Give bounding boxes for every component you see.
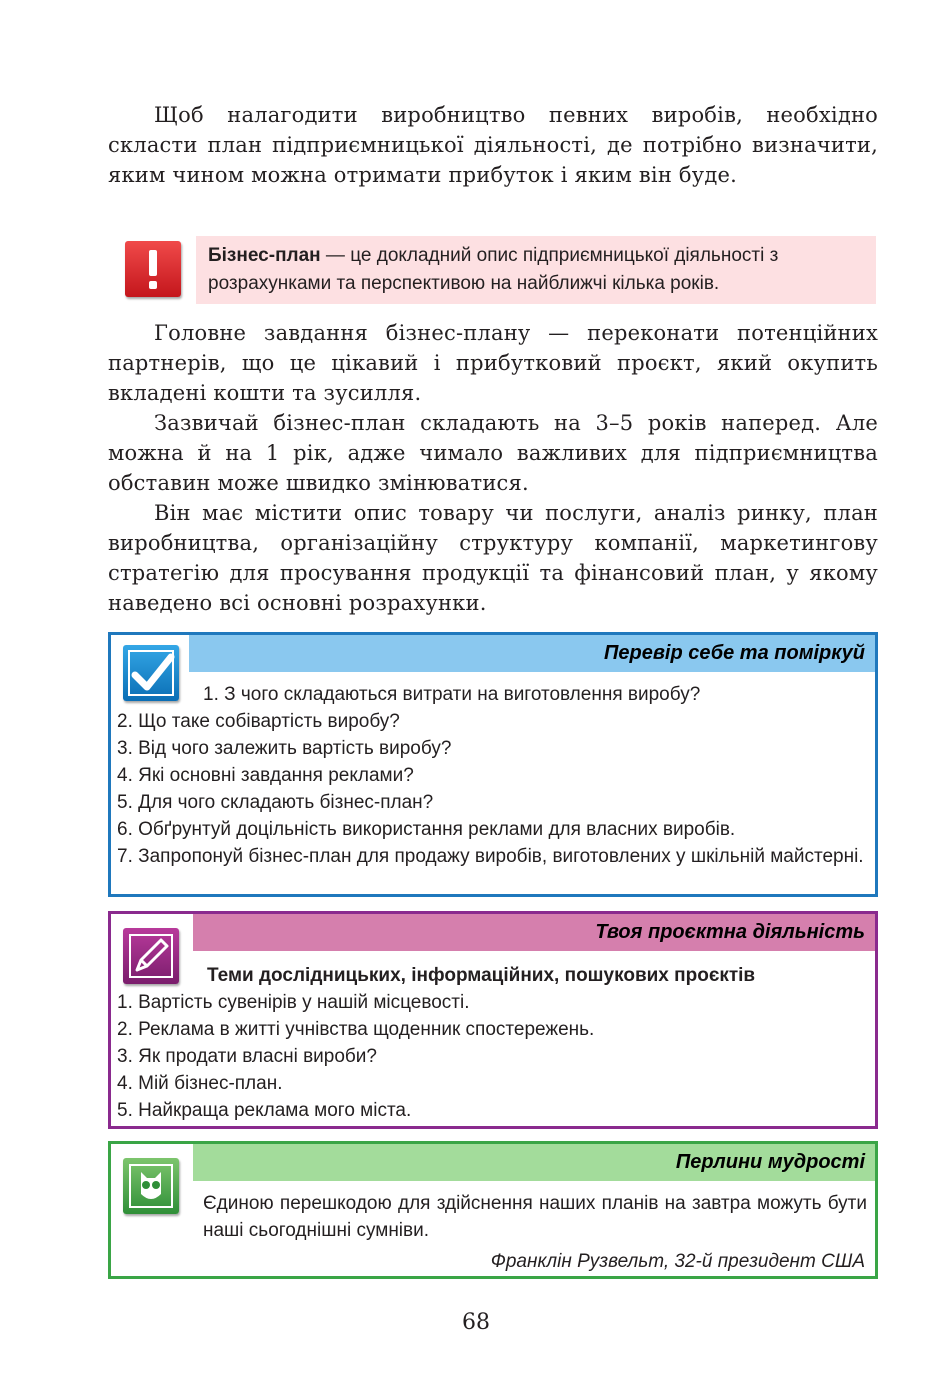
- list-item: 3. Від чого залежить вартість виробу?: [117, 738, 452, 759]
- list-item: 5. Для чого складають бізнес-план?: [117, 792, 434, 813]
- list-item: 4. Які основні завдання реклами?: [117, 765, 414, 786]
- list-item: 4. Мій бізнес-план.: [117, 1073, 283, 1094]
- project-topics-list: [117, 989, 869, 1124]
- pencil-icon: [123, 928, 179, 984]
- wisdom-title: Перлини мудрості: [193, 1144, 875, 1181]
- page-number: 68: [462, 1310, 490, 1335]
- definition-term: Бізнес-план: [208, 245, 321, 266]
- list-item: 3. Як продати власні вироби?: [117, 1046, 377, 1067]
- paragraph-intro: Щоб налагодити виробництво певних виробів, необхідно скласти план підприємницької діяльності, де потрібно визначити, яким чином можна отримати прибуток і яким він буде.: [108, 103, 878, 187]
- owl-icon: [123, 1158, 179, 1214]
- paragraph-duration: Зазвичай бізнес-план складають на 3–5 років наперед. Але можна й на 1 рік, адже чимало важливих для підприємництва обставин може швидко змінюватися.: [108, 411, 878, 495]
- check-yourself-list: [117, 681, 869, 870]
- wisdom-box: [108, 1141, 878, 1279]
- list-item: 6. Обґрунтуй доцільність використання реклами для власних виробів.: [117, 819, 736, 840]
- list-item: 1. З чого складаються витрати на виготовлення виробу?: [203, 684, 701, 705]
- paragraph-contents: Він має містити опис товару чи послуги, аналіз ринку, план виробництва, організаційну структуру компанії, маркетингову стратегію для просування продукції та фінансовий план, у якому наведено всі основні розрахунки.: [108, 501, 878, 615]
- wisdom-quote: Єдиною перешкодою для здійснення наших планів на завтра можуть бути наші сьогоднішні сумніви.: [203, 1193, 867, 1241]
- wisdom-author: Франклін Рузвельт, 32-й президент США: [490, 1251, 865, 1272]
- list-item: 5. Найкраща реклама мого міста.: [117, 1100, 412, 1121]
- list-item: 2. Реклама в житті учнівства щоденник спостережень.: [117, 1019, 595, 1040]
- definition-box: [196, 236, 876, 304]
- project-activity-box: [108, 911, 878, 1129]
- list-item: 1. Вартість сувенірів у нашій місцевості.: [117, 992, 470, 1013]
- definition-text: — це докладний опис підприємницької діяльності з розрахунками та перспективою на найближчі кілька років.: [208, 245, 779, 294]
- check-yourself-title: Перевір себе та поміркуй: [189, 635, 875, 672]
- paragraph-main-task: Головне завдання бізнес-плану — переконати потенційних партнерів, що це цікавий і прибутковий проєкт, який окупить вкладені кошти та зусилля.: [108, 321, 878, 405]
- project-topics-heading: Теми дослідницьких, інформаційних, пошукових проєктів: [207, 965, 756, 986]
- list-item: 7. Запропонуй бізнес-план для продажу виробів, виготовлених у шкільній майстерні.: [117, 846, 864, 867]
- list-item: 2. Що таке собівартість виробу?: [117, 711, 400, 732]
- project-activity-title: Твоя проєктна діяльність: [193, 914, 875, 951]
- check-yourself-box: [108, 632, 878, 897]
- exclamation-icon: [125, 241, 181, 297]
